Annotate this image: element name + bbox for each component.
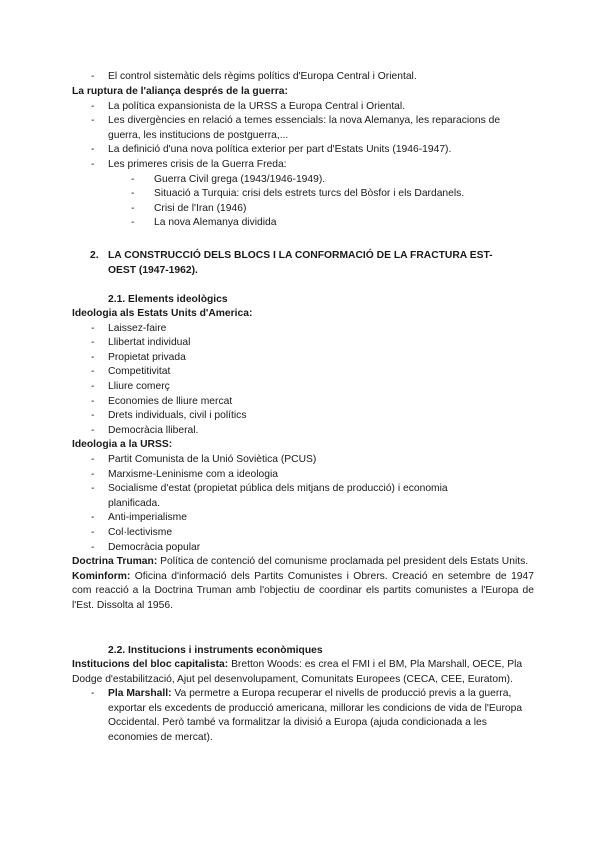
list-item: - Anti-imperialisme [72, 511, 534, 526]
list-item: - Partit Comunista de la Unió Soviètica (PCUS) [72, 453, 534, 468]
section-2-heading [90, 249, 510, 278]
list-item: - Les primeres crisis de la Guerra Freda: [72, 158, 534, 173]
marshall-text: Va permetre a Europa recuperar el nivells de producció previs a la guerra, exportar els excedents de producció americana, millorar les condicions de vida de l'Europa Occidental. Però també va formalitzar la divisió a Europa (ajuda condicionada a les economies de mercat). [108, 688, 523, 743]
list-item: - La definició d'una nova política exterior per part d'Estats Units (1946-1947). [72, 143, 534, 158]
sub-list-item: - La nova Alemanya dividida [72, 216, 534, 231]
top-list [72, 70, 534, 85]
urss-ideology-list [72, 453, 534, 555]
marshall-list [72, 687, 534, 745]
capitalist-institutions-paragraph [72, 658, 534, 687]
section-number: 2. [90, 250, 99, 261]
ruptura-list [72, 100, 534, 173]
ruptura-title: La ruptura de l'aliança després de la guerra: [72, 86, 288, 97]
list-item: - Socialisme d'estat (propietat pública dels mitjans de producció) i economia planificada. [72, 482, 534, 511]
list-item: - Lliure comerç [72, 380, 534, 395]
sub-list-item: - Guerra Civil grega (1943/1946-1949). [72, 173, 534, 188]
usa-ideology-list [72, 322, 534, 439]
truman-text: Política de contenció del comunisme proclamada pel president dels Estats Units. [157, 556, 529, 568]
list-item: - El control sistemàtic dels règims polítics d'Europa Central i Oriental. [72, 70, 534, 85]
list-item: - Les divergències en relació a temes essencials: la nova Alemanya, les reparacions de guerra, les institucions de postguerra,... [72, 114, 534, 143]
list-item: - Economies de lliure mercat [72, 395, 534, 410]
kominform-label: Kominform: [72, 570, 131, 582]
truman-doctrine-paragraph [72, 555, 534, 570]
kominform-paragraph [72, 570, 534, 614]
truman-label: Doctrina Truman: [72, 556, 158, 568]
subsection-2-2-title: 2.2. Institucions i instruments econòmiques [108, 645, 323, 656]
list-item: - Competitivitat [72, 365, 534, 380]
ruptura-section [72, 85, 534, 231]
capitalist-text: Bretton Woods: es crea el FMI i el BM, Pla Marshall, OECE, Pla Dodge d'estabilització, Ajut pel desenvolupament, Comunitats Europees (CECA, CEE, Euratom). [72, 659, 523, 685]
list-item: - Democràcia popular [72, 541, 534, 556]
list-item: - Democràcia lliberal. [72, 424, 534, 439]
institutions-section [72, 658, 534, 746]
list-item: - Laissez-faire [72, 322, 534, 337]
usa-ideology-title: Ideologia als Estats Units d'America: [72, 308, 253, 319]
list-item: - Col·lectivisme [72, 526, 534, 541]
kominform-text: Oficina d'informació dels Partits Comunistes i Obrers. Creació en setembre de 1947 com reacció a la Doctrina Truman amb l'objectiu de coordinar els partits comunistes a l'Europa de l'Est. Dissolta al 1956. [72, 570, 534, 611]
list-item: - Propietat privada [72, 351, 534, 366]
marshall-label: Pla Marshall: [108, 688, 172, 700]
list-item: - La política expansionista de la URSS a Europa Central i Oriental. [72, 100, 534, 115]
sub-list-item: - Situació a Turquia: crisi dels estrets turcs del Bòsfor i els Dardanels. [72, 187, 534, 202]
capitalist-label: Institucions del bloc capitalista: [72, 659, 229, 670]
sub-list-item: - Crisi de l'Iran (1946) [72, 202, 534, 217]
section-title: LA CONSTRUCCIÓ DELS BLOCS I LA CONFORMACIÓ DE LA FRACTURA EST-OEST (1947-1962). [108, 250, 493, 276]
urss-ideology-title: Ideologia a la URSS: [72, 439, 173, 451]
list-item: - Llibertat individual [72, 336, 534, 351]
ruptura-sublist [72, 173, 534, 231]
ideology-section [72, 307, 534, 613]
list-item [72, 687, 534, 745]
subsection-2-1-title: 2.1. Elements ideològics [108, 294, 228, 305]
list-item: - Drets individuals, civil i polítics [72, 409, 534, 424]
list-item: - Marxisme-Leninisme com a ideologia [72, 468, 534, 483]
